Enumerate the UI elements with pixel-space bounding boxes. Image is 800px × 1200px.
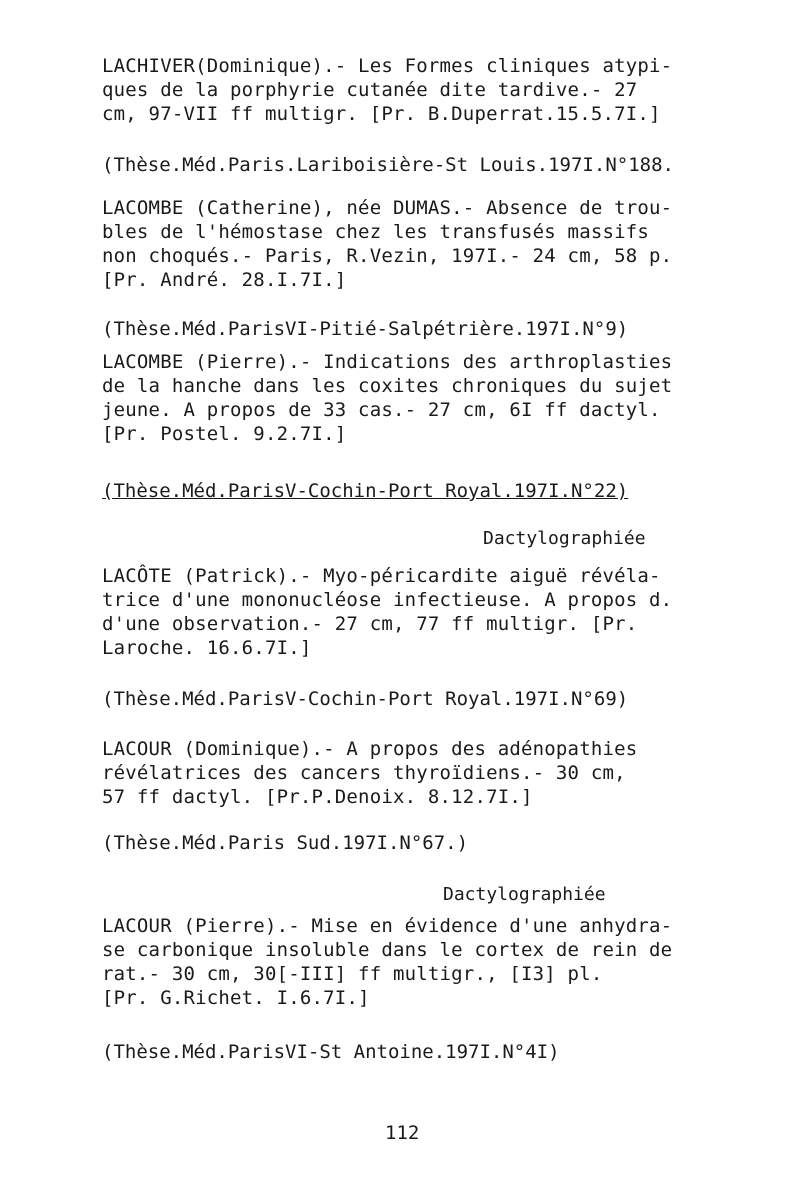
entry-line: LACHIVER(Dominique).- Les Formes cliniques atypi- <box>102 55 673 77</box>
thesis-reference: (Thèse.Méd.ParisVI-Pitié-Salpétrière.197I.N°9) <box>102 318 629 340</box>
entry-line: rat.- 30 cm, 30[-III] ff multigr., [I3] pl. <box>102 963 603 985</box>
typescript-note: Dactylographiée <box>483 528 646 549</box>
entry-line: de la hanche dans les coxites chroniques du sujet <box>102 375 673 397</box>
bibliography-entry-lacour-pierre <box>102 914 712 1010</box>
entry-line: non choqués.- Paris, R.Vezin, 197I.- 24 cm, 58 p. <box>102 245 673 267</box>
bibliography-entry-lacombe-pierre <box>102 350 712 446</box>
entry-line: bles de l'hémostase chez les transfusés massifs <box>102 221 650 243</box>
bibliography-entry-lachiver <box>102 54 712 126</box>
entry-line: 57 ff dactyl. [Pr.P.Denoix. 8.12.7I.] <box>102 786 533 808</box>
bibliography-entry-lacote <box>102 564 712 660</box>
entry-line: LACÔTE (Patrick).- Myo-péricardite aiguë révéla- <box>102 565 661 587</box>
entry-line: trice d'une mononucléose infectieuse. A propos d. <box>102 589 673 611</box>
entry-line: [Pr. Postel. 9.2.7I.] <box>102 423 347 445</box>
entry-line: Laroche. 16.6.7I.] <box>102 637 312 659</box>
thesis-reference: (Thèse.Méd.ParisV-Cochin-Port Royal.197I.N°69) <box>102 688 629 710</box>
entry-line: jeune. A propos de 33 cas.- 27 cm, 6I ff dactyl. <box>102 399 661 421</box>
bibliography-entry-lacour-dominique <box>102 737 712 809</box>
thesis-reference: (Thèse.Méd.Paris.Lariboisière-St Louis.197I.N°188. <box>102 154 674 176</box>
entry-line: cm, 97-VII ff multigr. [Pr. B.Duperrat.15.5.7I.] <box>102 103 661 125</box>
entry-line: ques de la porphyrie cutanée dite tardive.- 27 <box>102 79 638 101</box>
page-number: 112 <box>385 1122 420 1144</box>
bibliography-entry-lacombe-catherine <box>102 196 712 292</box>
thesis-reference: (Thèse.Méd.Paris Sud.197I.N°67.) <box>102 832 469 854</box>
entry-line: LACOMBE (Catherine), née DUMAS.- Absence de trou- <box>102 197 673 219</box>
thesis-reference: (Thèse.Méd.ParisV-Cochin-Port Royal.197I.N°22) <box>102 480 629 502</box>
entry-line: [Pr. G.Richet. I.6.7I.] <box>102 987 370 1009</box>
entry-line: [Pr. André. 28.I.7I.] <box>102 269 347 291</box>
entry-line: LACOUR (Pierre).- Mise en évidence d'une anhydra- <box>102 915 673 937</box>
entry-line: d'une observation.- 27 cm, 77 ff multigr. [Pr. <box>102 613 638 635</box>
thesis-reference: (Thèse.Méd.ParisVI-St Antoine.197I.N°4I) <box>102 1041 560 1063</box>
entry-line: LACOMBE (Pierre).- Indications des arthroplasties <box>102 351 673 373</box>
entry-line: révélatrices des cancers thyroïdiens.- 30 cm, <box>102 762 626 784</box>
entry-line: se carbonique insoluble dans le cortex de rein de <box>102 939 673 961</box>
typescript-note: Dactylographiée <box>443 884 606 905</box>
entry-line: LACOUR (Dominique).- A propos des adénopathies <box>102 738 638 760</box>
